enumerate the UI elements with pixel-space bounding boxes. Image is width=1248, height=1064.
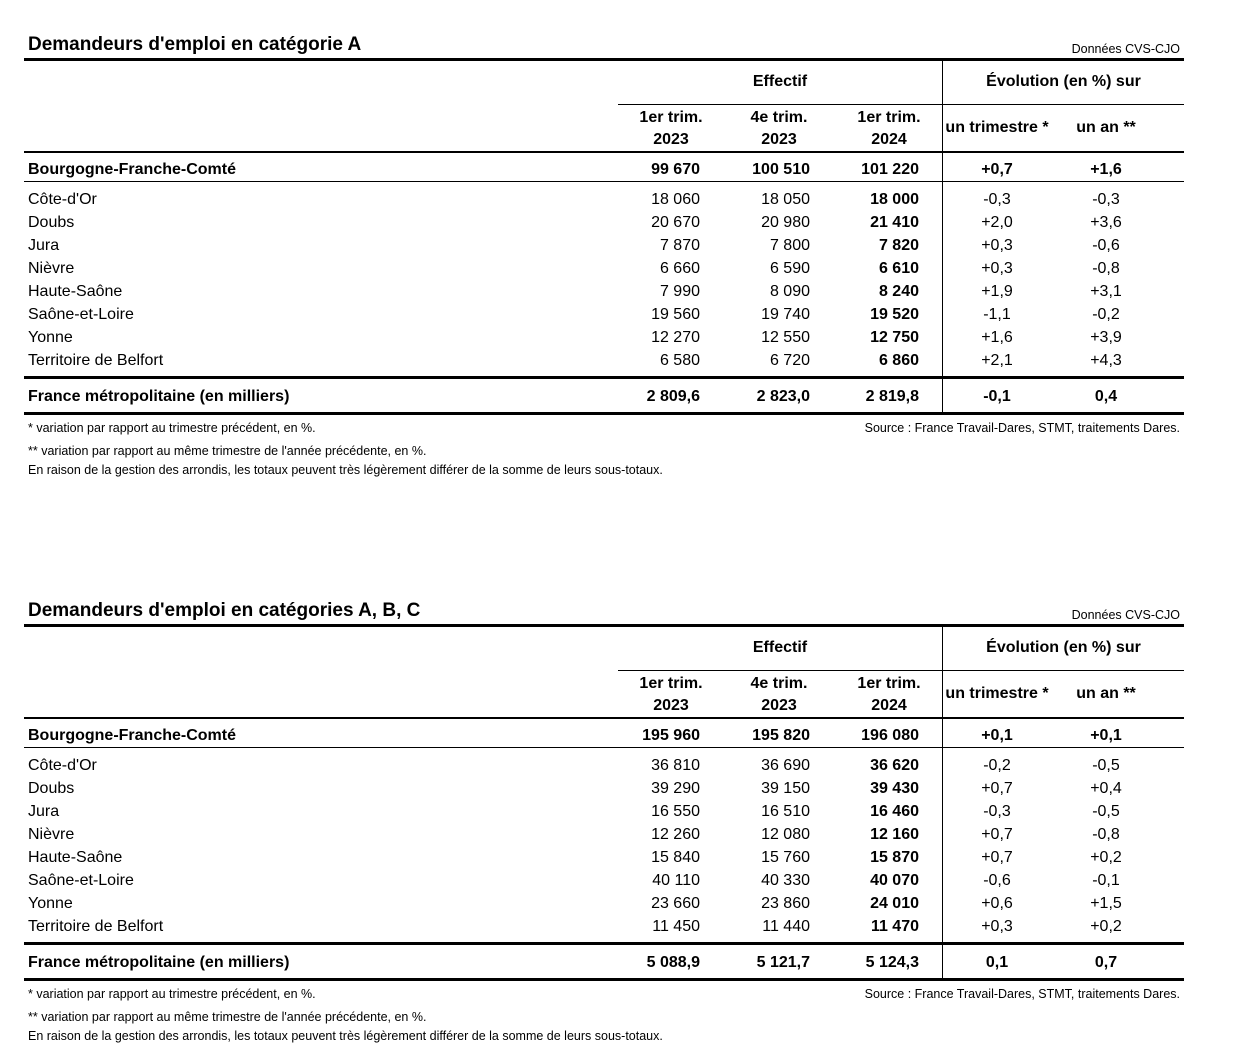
value-cell: 2 819,8 [865,388,919,405]
value-cell: +0,1 [1090,727,1122,744]
value-cell: 15 840 [651,849,700,866]
region-rule [24,747,1184,748]
value-cell: +0,2 [1090,849,1122,866]
value-cell: 16 550 [651,803,700,820]
column-header: un an ** [1076,119,1136,136]
value-cell: 12 160 [870,826,919,843]
value-cell: 2 809,6 [646,388,700,405]
value-cell: 18 000 [870,191,919,208]
value-cell: 12 550 [761,329,810,346]
region-rule [24,181,1184,182]
row-label: Côte-d'Or [28,191,97,208]
group-header-effectif: Effectif [752,639,808,656]
value-cell: 12 260 [651,826,700,843]
value-cell: -0,5 [1092,803,1120,820]
value-cell: +1,5 [1090,895,1122,912]
data-note: Données CVS-CJO [1071,608,1180,622]
value-cell: 16 460 [870,803,919,820]
table-block [0,600,1248,1050]
value-cell: 100 510 [752,161,810,178]
value-cell: 23 660 [651,895,700,912]
value-cell: 7 820 [878,237,919,254]
value-cell: 6 580 [659,352,700,369]
table-title: Demandeurs d'emploi en catégories A, B, C [28,600,421,621]
value-cell: 5 124,3 [865,954,919,971]
value-cell: +1,6 [981,329,1013,346]
value-cell: +0,7 [981,780,1013,797]
value-cell: 39 150 [761,780,810,797]
column-header: 1er trim. [639,675,703,692]
value-cell: +3,9 [1090,329,1122,346]
value-cell: 0,4 [1094,388,1118,405]
value-cell: 16 510 [761,803,810,820]
column-header: 2023 [653,697,689,714]
france-top-rule [24,376,1184,379]
value-cell: 20 670 [651,214,700,231]
column-header: 4e trim. [750,109,808,126]
group-header-rule [943,104,1184,105]
footnote: * variation par rapport au trimestre précédent, en %. [28,987,316,1001]
group-header-evolution: Évolution (en %) sur [986,73,1141,90]
value-cell: 36 810 [651,757,700,774]
row-label: Jura [28,803,60,820]
value-cell: 40 110 [652,872,700,889]
top-rule [24,58,1184,61]
value-cell: -0,2 [983,757,1011,774]
value-cell: 19 520 [870,306,919,323]
column-header: 2023 [653,131,689,148]
value-cell: +0,4 [1090,780,1122,797]
value-cell: -0,1 [1092,872,1120,889]
value-cell: 5 088,9 [646,954,700,971]
row-label: Doubs [28,780,75,797]
value-cell: 40 070 [870,872,919,889]
row-label: Nièvre [28,826,75,843]
group-header-effectif: Effectif [752,73,808,90]
value-cell: -0,8 [1092,826,1120,843]
footnote: ** variation par rapport au même trimestre de l'année précédente, en %. [28,1010,427,1024]
value-cell: +0,7 [981,849,1013,866]
value-cell: 6 660 [659,260,700,277]
value-cell: +0,3 [981,918,1013,935]
top-rule [24,624,1184,627]
row-label: Haute-Saône [28,283,123,300]
value-cell: 19 740 [761,306,810,323]
row-label: Yonne [28,329,73,346]
value-cell: -0,2 [1092,306,1120,323]
value-cell: 36 620 [870,757,919,774]
value-cell: 12 080 [761,826,810,843]
row-label: Doubs [28,214,75,231]
group-header-rule [618,670,942,671]
source-note: Source : France Travail-Dares, STMT, traitements Dares. [864,421,1180,435]
value-cell: 7 800 [769,237,810,254]
column-header: 1er trim. [639,109,703,126]
value-cell: 8 090 [769,283,810,300]
source-note: Source : France Travail-Dares, STMT, traitements Dares. [864,987,1180,1001]
bottom-rule [24,412,1184,415]
header-rule [24,717,1184,719]
france-top-rule [24,942,1184,945]
column-header: 1er trim. [857,675,921,692]
value-cell: 2 823,0 [756,388,810,405]
value-cell: 6 610 [878,260,919,277]
value-cell: -0,5 [1092,757,1120,774]
value-cell: 40 330 [761,872,810,889]
value-cell: +2,1 [981,352,1013,369]
value-cell: 11 470 [870,918,919,935]
row-label: Saône-et-Loire [28,306,134,323]
value-cell: 20 980 [761,214,810,231]
column-header: 2024 [871,697,907,714]
value-cell: 6 720 [769,352,810,369]
column-header: un trimestre * [945,685,1049,702]
row-label: Jura [28,237,60,254]
value-cell: +0,7 [981,826,1013,843]
value-cell: 0,1 [985,954,1009,971]
value-cell: +2,0 [981,214,1013,231]
value-cell: 99 670 [651,161,700,178]
value-cell: 39 290 [651,780,700,797]
value-cell: 15 760 [761,849,810,866]
value-cell: 12 270 [651,329,700,346]
value-cell: 23 860 [761,895,810,912]
column-header: un an ** [1076,685,1136,702]
value-cell: 39 430 [870,780,919,797]
column-header: 2023 [761,697,797,714]
column-header: 4e trim. [750,675,808,692]
value-cell: -0,6 [983,872,1011,889]
value-cell: +0,6 [981,895,1013,912]
value-cell: +3,1 [1090,283,1122,300]
footnote: En raison de la gestion des arrondis, les totaux peuvent très légèrement différer de la somme de leurs sous-totaux. [28,1029,663,1043]
row-label: Territoire de Belfort [28,352,164,369]
column-header: 2024 [871,131,907,148]
table-block [0,34,1248,484]
column-header: 1er trim. [857,109,921,126]
row-label: France métropolitaine (en milliers) [28,388,290,405]
value-cell: 7 990 [659,283,700,300]
bottom-rule [24,978,1184,981]
value-cell: +0,3 [981,260,1013,277]
value-cell: +0,1 [981,727,1013,744]
value-cell: 15 870 [870,849,919,866]
value-cell: +1,9 [981,283,1013,300]
value-cell: 36 690 [761,757,810,774]
value-cell: +0,2 [1090,918,1122,935]
value-cell: 101 220 [861,161,919,178]
value-cell: 195 820 [752,727,810,744]
group-header-rule [618,104,942,105]
row-label: Côte-d'Or [28,757,97,774]
value-cell: 24 010 [870,895,919,912]
value-cell: -0,3 [1092,191,1120,208]
value-cell: 11 440 [762,918,810,935]
value-cell: 6 590 [769,260,810,277]
footnote: En raison de la gestion des arrondis, les totaux peuvent très légèrement différer de la somme de leurs sous-totaux. [28,463,663,477]
row-label: France métropolitaine (en milliers) [28,954,290,971]
value-cell: 21 410 [870,214,919,231]
value-cell: 12 750 [870,329,919,346]
footnote: ** variation par rapport au même trimestre de l'année précédente, en %. [28,444,427,458]
value-cell: 11 450 [652,918,700,935]
row-label: Bourgogne-Franche-Comté [28,727,236,744]
column-header: un trimestre * [945,119,1049,136]
value-cell: -0,6 [1092,237,1120,254]
value-cell: 195 960 [642,727,700,744]
value-cell: -0,3 [983,803,1011,820]
value-cell: +4,3 [1090,352,1122,369]
value-cell: +1,6 [1090,161,1122,178]
value-cell: +3,6 [1090,214,1122,231]
value-cell: 8 240 [878,283,919,300]
column-separator [942,61,943,415]
value-cell: 18 060 [651,191,700,208]
row-label: Yonne [28,895,73,912]
column-header: 2023 [761,131,797,148]
row-label: Territoire de Belfort [28,918,164,935]
value-cell: 18 050 [761,191,810,208]
value-cell: 19 560 [651,306,700,323]
footnote: * variation par rapport au trimestre précédent, en %. [28,421,316,435]
value-cell: -1,1 [983,306,1011,323]
data-note: Données CVS-CJO [1071,42,1180,56]
table-title: Demandeurs d'emploi en catégorie A [28,34,362,55]
header-rule [24,151,1184,153]
value-cell: +0,3 [981,237,1013,254]
value-cell: -0,1 [983,388,1011,405]
value-cell: 7 870 [659,237,700,254]
value-cell: 0,7 [1094,954,1118,971]
value-cell: -0,8 [1092,260,1120,277]
group-header-evolution: Évolution (en %) sur [986,639,1141,656]
row-label: Haute-Saône [28,849,123,866]
group-header-rule [943,670,1184,671]
column-separator [942,627,943,981]
value-cell: +0,7 [981,161,1013,178]
row-label: Saône-et-Loire [28,872,134,889]
row-label: Bourgogne-Franche-Comté [28,161,236,178]
value-cell: 6 860 [878,352,919,369]
row-label: Nièvre [28,260,75,277]
value-cell: 196 080 [861,727,919,744]
value-cell: -0,3 [983,191,1011,208]
value-cell: 5 121,7 [756,954,810,971]
